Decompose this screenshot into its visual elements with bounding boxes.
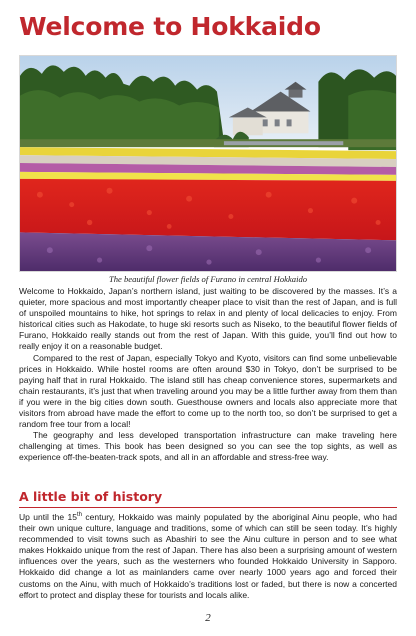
section-heading-history: A little bit of history bbox=[19, 489, 397, 508]
furano-flower-fields-photo bbox=[19, 55, 397, 272]
photo-caption: The beautiful flower fields of Furano in central Hokkaido bbox=[108, 274, 308, 284]
history-rest: century, Hokkaido was mainly populated by the aboriginal Ainu people, who had their own unique culture, language and traditions, some of which can still be seen today. It’s highly recommended to visit towns such as Abashiri to see the Ainu culture in person and to see what makes Hokkaido unique from the rest of Japan. There has also been a surprising amount of western influences over the years, such as the westerners who founded Hokkaido University in Sapporo. Hokkaido did change a lot as mainlanders came over nearly 1000 years ago and forced their customs on the Ainu, with much of Hokkaido’s traditions lost or faded, but there is now a concerted effort to protect and display these for tourists and locals alike. bbox=[19, 512, 397, 600]
page-title: Welcome to Hokkaido bbox=[19, 12, 321, 41]
photo-illustration bbox=[20, 56, 396, 271]
intro-paragraph: The geography and less developed transportation infrastructure can make traveling here challenging at times. This book has been designed so you can see the top sights, as well as experience off-the-beaten-track spots, and all in an affordable and stress-free way. bbox=[19, 430, 397, 463]
ordinal-suffix: th bbox=[77, 512, 83, 519]
intro-paragraph: Compared to the rest of Japan, especially Tokyo and Kyoto, visitors can find some unbelievable prices in Hokkaido. While hostel rooms are often around $30 in Tokyo, don’t be surprised to be paying half that in rural Hokkaido. The island still has cheap convenience stores, supermarkets and chain restaurants, it’s just that when traveling around you may be a little further away from them than if you were in the big cities down south. Guesthouse owners and locals also appreciate more that visitors from abroad have made the effort to come up to the north too, so don’t be surprised to get a random free tour from a local! bbox=[19, 352, 397, 430]
history-lead: Up until the 15 bbox=[19, 512, 77, 522]
history-paragraph bbox=[19, 512, 397, 601]
page-number: 2 bbox=[205, 612, 211, 624]
intro-paragraph: Welcome to Hokkaido, Japan’s northern island, just waiting to be discovered by the masses. It’s a quieter, more spacious and most importantly cheaper place to visit than the rest of Japan, and is full of unspoiled mountains to hike, hot springs to relax in and plenty of local delicacies to enjoy. From historical cities such as Hakodate, to huge ski resorts such as Niseko, to the beautiful flower fields of Furano, Hokkaido really stands out from the rest of Japan. With this guide, you’ll find out how to really enjoy it on a reasonable budget. bbox=[19, 286, 397, 352]
intro-section bbox=[19, 286, 397, 464]
history-section bbox=[19, 512, 397, 601]
